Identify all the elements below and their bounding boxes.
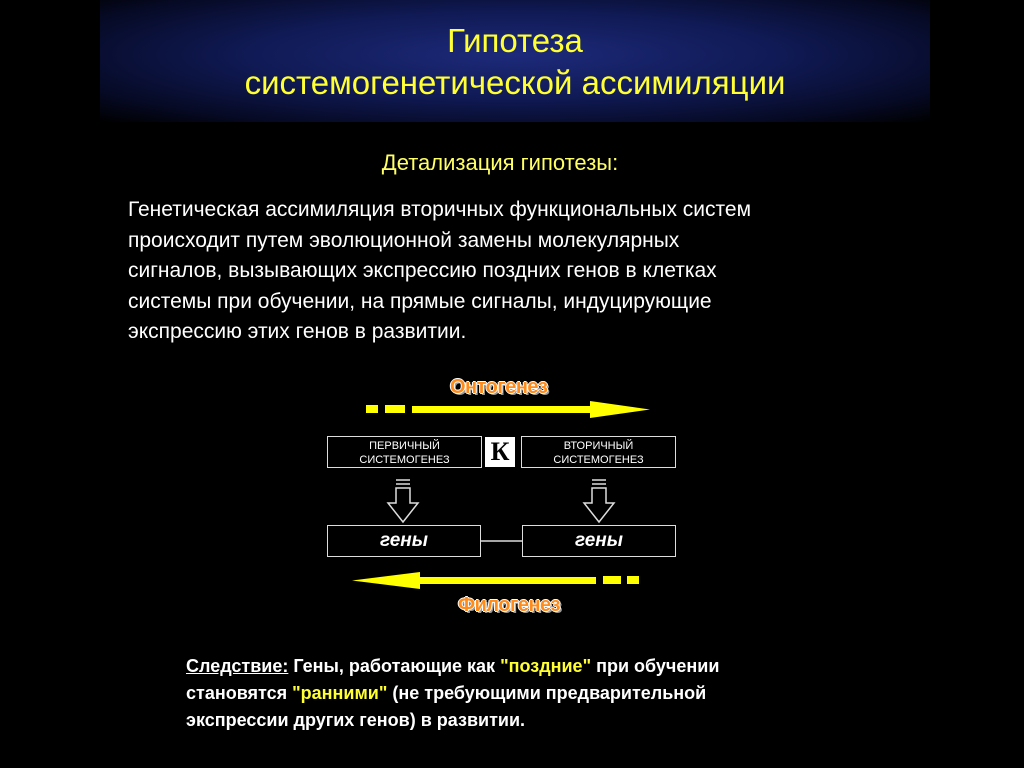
- phylogenesis-arrow-dash: [627, 576, 639, 584]
- paragraph-line: Генетическая ассимиляция вторичных функциональных систем: [128, 198, 752, 221]
- consequence-line-1: [186, 653, 906, 680]
- ontogenesis-arrow: [412, 401, 650, 418]
- primary-box-line-2: СИСТЕМОГЕНЕЗ: [359, 454, 450, 466]
- consequence-text-part: Гены, работающие как: [288, 656, 501, 676]
- consequence-text-part: при обучении: [591, 656, 720, 676]
- phylogenesis-arrow-dash: [603, 576, 621, 584]
- title-line-2: системогенетической ассимиляции: [244, 64, 786, 101]
- consequence-text: [186, 653, 906, 734]
- phylogenesis-arrow: [352, 572, 596, 589]
- title-line-1: Гипотеза: [447, 22, 583, 59]
- secondary-systemogenesis-box: [521, 436, 676, 468]
- genes-box-right: гены: [522, 525, 676, 557]
- consequence-line-3: экспрессии других генов) в развитии.: [186, 710, 526, 730]
- ontogenesis-arrow-dash: [385, 405, 405, 413]
- consequence-line-2: [186, 680, 906, 707]
- paragraph-line: происходит путем эволюционной замены молекулярных: [128, 228, 680, 252]
- ontogenesis-arrow-dash: [366, 405, 378, 413]
- early-highlight: "ранними": [292, 683, 388, 703]
- k-symbol: К: [485, 437, 515, 467]
- late-highlight: "поздние": [500, 656, 592, 676]
- phylogenesis-label: Филогенез: [458, 594, 561, 616]
- paragraph-line: сигналов, вызывающих экспрессию поздних генов в клетках: [128, 259, 717, 282]
- down-arrow-left: [388, 480, 418, 522]
- primary-box-line-1: ПЕРВИЧНЫЙ: [369, 440, 440, 452]
- paragraph-line: экспрессию этих генов в развитии.: [128, 320, 467, 343]
- consequence-text-part: становятся: [186, 683, 293, 703]
- secondary-box-line-2: СИСТЕМОГЕНЕЗ: [553, 454, 644, 466]
- paragraph-line: системы при обучении, на прямые сигналы, индуцирующие: [128, 289, 712, 313]
- down-arrow-right: [584, 480, 614, 522]
- consequence-text-part: (не требующими предварительной: [387, 683, 707, 703]
- ontogenesis-label: Онтогенез: [450, 376, 548, 398]
- secondary-box-line-1: ВТОРИЧНЫЙ: [563, 440, 634, 452]
- consequence-label: Следствие:: [186, 656, 289, 676]
- genes-box-left: гены: [327, 525, 481, 557]
- slide-subtitle: Детализация гипотезы:: [381, 150, 619, 175]
- primary-systemogenesis-box: [327, 436, 482, 468]
